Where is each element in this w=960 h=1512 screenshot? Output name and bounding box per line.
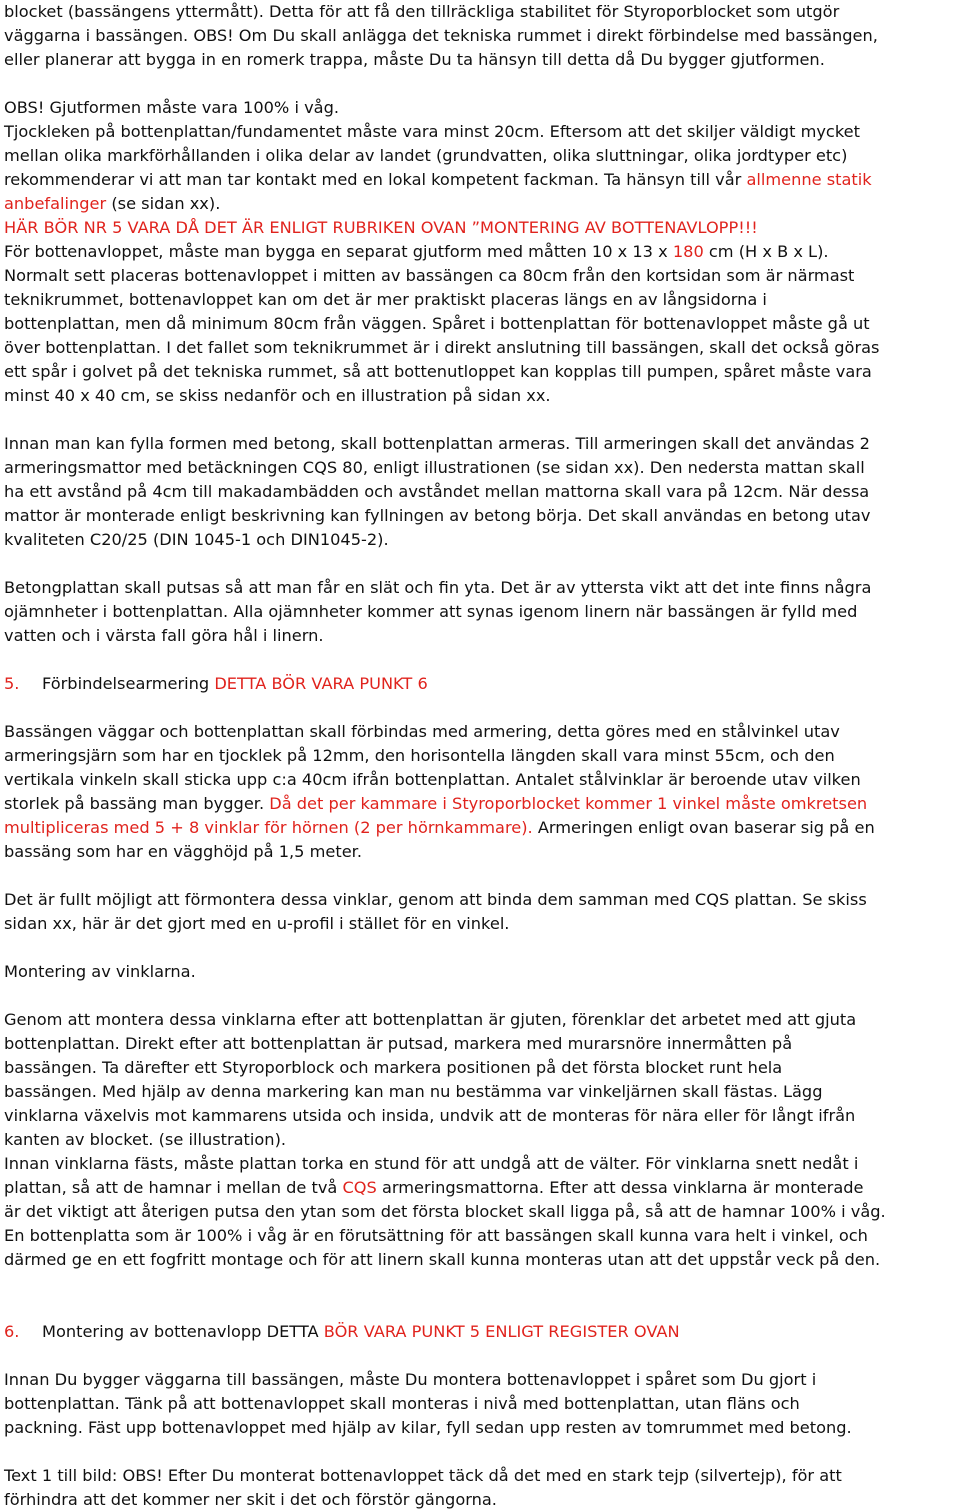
text-line: [4, 240, 960, 264]
section-number: 6.: [4, 1322, 20, 1341]
text-line: [4, 168, 960, 192]
text-line: [4, 384, 960, 408]
text-line: [4, 576, 960, 600]
text-segment: Montering av vinklarna.: [4, 962, 196, 981]
text-segment: vatten och i värsta fall göra hål i linern.: [4, 626, 324, 645]
text-line: [4, 600, 960, 624]
text-segment: blocket (bassängens yttermått). Detta för att få den tillräckliga stabilitet för Styroporblocket som utgör: [4, 2, 840, 21]
text-line: [4, 1056, 960, 1080]
text-line: [4, 48, 960, 72]
text-line: [4, 24, 960, 48]
highlighted-text: anbefalinger: [4, 194, 107, 213]
text-segment: är det viktigt att återigen putsa den ytan som det första blocket skall ligga på, så att de hamnar 100% i våg.: [4, 1202, 886, 1221]
text-segment: Det är fullt möjligt att förmontera dessa vinklar, genom att binda dem samman med CQS plattan. Se skiss: [4, 890, 867, 909]
section-heading: [4, 1320, 960, 1344]
text-line: [4, 120, 960, 144]
text-segment: därmed ge en ett fogfritt montage och för att linern skall kunna monteras utan att det uppstår veck på den.: [4, 1250, 881, 1269]
text-segment: Innan vinklarna fästs, måste plattan torka en stund för att undgå att de välter. För vinklarna snett nedåt i: [4, 1154, 859, 1173]
highlighted-text: DETTA BÖR VARA PUNKT 6: [214, 674, 428, 693]
text-line: [4, 1368, 960, 1392]
text-line: [4, 768, 960, 792]
text-segment: Förbindelsearmering: [42, 674, 215, 693]
text-line: [4, 1128, 960, 1152]
text-line: [4, 1464, 960, 1488]
paragraph-gap: [4, 984, 960, 1008]
text-segment: OBS! Gjutformen måste vara 100% i våg.: [4, 98, 340, 117]
text-segment: ojämnheter i bottenplattan. Alla ojämnheter kommer att synas igenom linern när bassängen är fylld med: [4, 602, 858, 621]
text-line: [4, 1392, 960, 1416]
text-line: [4, 1224, 960, 1248]
text-line: [4, 0, 960, 24]
text-segment: förhindra att det kommer ner skit i det och förstör gängorna.: [4, 1490, 497, 1509]
text-segment: väggarna i bassängen. OBS! Om Du skall anlägga det tekniska rummet i direkt förbindelse med bassängen,: [4, 26, 878, 45]
text-line: [4, 528, 960, 552]
paragraph-gap: [4, 1296, 960, 1320]
text-line: [4, 1488, 960, 1512]
text-line: [4, 360, 960, 384]
text-segment: minst 40 x 40 cm, se skiss nedanför och en illustration på sidan xx.: [4, 386, 551, 405]
text-segment: ha ett avstånd på 4cm till makadambädden och avståndet mellan mattorna skall vara på 12cm. När dessa: [4, 482, 870, 501]
text-line: [4, 1152, 960, 1176]
text-line: [4, 264, 960, 288]
highlighted-text: 180: [672, 242, 704, 261]
text-segment: plattan, så att de hamnar i mellan de två: [4, 1178, 343, 1197]
text-segment: Tjockleken på bottenplattan/fundamentet måste vara minst 20cm. Eftersom att det skiljer väldigt mycket: [4, 122, 860, 141]
paragraph-gap: [4, 648, 960, 672]
text-line: [4, 840, 960, 864]
text-segment: (se sidan xx).: [106, 194, 221, 213]
paragraph-gap: [4, 864, 960, 888]
text-segment: packning. Fäst upp bottenavloppet med hjälp av kilar, fyll sedan upp resten av tomrummet med betong.: [4, 1418, 852, 1437]
text-segment: bottenplattan. Tänk på att bottenavloppet skall monteras i nivå med bottenplattan, utan fläns och: [4, 1394, 800, 1413]
highlighted-text: CQS: [342, 1178, 377, 1197]
text-line: [4, 624, 960, 648]
text-segment: sidan xx, här är det gjort med en u-profil i stället för en vinkel.: [4, 914, 510, 933]
text-segment: vertikala vinkeln skall sticka upp c:a 40cm ifrån bottenplattan. Antalet stålvinklar är beroende utav vilken: [4, 770, 861, 789]
paragraph-gap: [4, 936, 960, 960]
text-line: [4, 1200, 960, 1224]
text-segment: Betongplattan skall putsas så att man får en slät och fin yta. Det är av yttersta vikt att det inte finns några: [4, 578, 872, 597]
text-segment: Normalt sett placeras bottenavloppet i mitten av bassängen ca 80cm från den kortsidan som är närmast: [4, 266, 855, 285]
text-line: [4, 216, 960, 240]
text-segment: teknikrummet, bottenavloppet kan om det är mer praktiskt placeras längs en av långsidorna i: [4, 290, 767, 309]
section-heading: [4, 672, 960, 696]
text-line: [4, 456, 960, 480]
text-line: [4, 312, 960, 336]
section-number: 5.: [4, 674, 20, 693]
text-segment: eller planerar att bygga in en romerk trappa, måste Du ta hänsyn till detta då Du bygger gjutformen.: [4, 50, 825, 69]
text-segment: För bottenavloppet, måste man bygga en separat gjutform med måtten 10 x 13 x: [4, 242, 673, 261]
text-segment: bassängen. Ta därefter ett Styroporblock och markera positionen på det första blocket runt hela: [4, 1058, 783, 1077]
text-segment: Text 1 till bild: OBS! Efter Du monterat bottenavloppet täck då det med en stark tejp (silvertejp), för att: [4, 1466, 842, 1485]
text-segment: bottenplattan. Direkt efter att bottenplattan är putsad, markera med murarsnöre innermåtten på: [4, 1034, 793, 1053]
text-segment: cm (H x B x L).: [703, 242, 829, 261]
text-segment: armeringsmattorna. Efter att dessa vinklarna är monterade: [376, 1178, 864, 1197]
text-line: [4, 480, 960, 504]
text-line: [4, 744, 960, 768]
paragraph-gap: [4, 1440, 960, 1464]
text-segment: vinklarna växelvis mot kammarens utsida och insida, undvik att de monteras för nära eller för långt ifrån: [4, 1106, 856, 1125]
text-line: [4, 1416, 960, 1440]
text-segment: Innan Du bygger väggarna till bassängen, måste Du montera bottenavloppet i spåret som Du gjort i: [4, 1370, 817, 1389]
text-segment: En bottenplatta som är 100% i våg är en förutsättning för att bassängen skall kunna vara helt i vinkel, och: [4, 1226, 868, 1245]
paragraph-gap: [4, 1344, 960, 1368]
text-segment: bassäng som har en vägghöjd på 1,5 meter.: [4, 842, 362, 861]
highlighted-text: HÄR BÖR NR 5 VARA DÅ DET ÄR ENLIGT RUBRIKEN OVAN ”MONTERING AV BOTTENAVLOPP!!!: [4, 218, 758, 237]
text-line: [4, 1104, 960, 1128]
text-segment: Innan man kan fylla formen med betong, skall bottenplattan armeras. Till armeringen skall det användas 2: [4, 434, 870, 453]
text-line: [4, 1032, 960, 1056]
text-segment: rekommenderar vi att man tar kontakt med en lokal kompetent fackman. Ta hänsyn till vår: [4, 170, 747, 189]
text-segment: Montering av bottenavlopp DETTA: [42, 1322, 324, 1341]
text-segment: Bassängen väggar och bottenplattan skall förbindas med armering, detta göres med en stålvinkel utav: [4, 722, 840, 741]
text-segment: storlek på bassäng man bygger.: [4, 794, 270, 813]
text-segment: kvaliteten C20/25 (DIN 1045-1 och DIN1045-2).: [4, 530, 389, 549]
text-segment: Genom att montera dessa vinklarna efter att bottenplattan är gjuten, förenklar det arbetet med att gjuta: [4, 1010, 857, 1029]
paragraph-gap: [4, 72, 960, 96]
highlighted-text: multipliceras med 5 + 8 vinklar för hörnen (2 per hörnkammare).: [4, 818, 533, 837]
text-line: [4, 504, 960, 528]
text-segment: armeringsjärn som har en tjocklek på 12mm, den horisontella längden skall vara minst 55cm, och den: [4, 746, 835, 765]
paragraph-gap: [4, 552, 960, 576]
text-segment: bottenplattan, men då minimum 80cm från väggen. Spåret i bottenplattan för bottenavloppet måste gå ut: [4, 314, 870, 333]
text-line: [4, 720, 960, 744]
text-line: [4, 1080, 960, 1104]
paragraph-gap: [4, 408, 960, 432]
text-line: [4, 792, 960, 816]
text-line: [4, 960, 960, 984]
text-segment: mellan olika markförhållanden i olika delar av landet (grundvatten, olika sluttningar, olika jordtyper etc): [4, 146, 848, 165]
text-segment: över bottenplattan. I det fallet som teknikrummet är i direkt anslutning till bassängen, skall det också göras: [4, 338, 880, 357]
text-line: [4, 816, 960, 840]
text-line: [4, 432, 960, 456]
text-line: [4, 1248, 960, 1272]
paragraph-gap: [4, 1272, 960, 1296]
text-line: [4, 912, 960, 936]
text-line: [4, 192, 960, 216]
text-line: [4, 336, 960, 360]
text-segment: armeringsmattor med betäckningen CQS 80, enligt illustrationen (se sidan xx). Den nedersta mattan skall: [4, 458, 865, 477]
text-segment: kanten av blocket. (se illustration).: [4, 1130, 287, 1149]
text-segment: Armeringen enligt ovan baserar sig på en: [532, 818, 875, 837]
text-line: [4, 1008, 960, 1032]
highlighted-text: allmenne statik: [746, 170, 872, 189]
text-line: [4, 888, 960, 912]
text-segment: ett spår i golvet på det tekniska rummet, så att bottenutloppet kan kopplas till pumpen, spåret måste vara: [4, 362, 872, 381]
paragraph-gap: [4, 696, 960, 720]
text-line: [4, 96, 960, 120]
text-line: [4, 144, 960, 168]
text-line: [4, 1176, 960, 1200]
text-segment: mattor är monterade enligt beskrivning kan fyllningen av betong börja. Det skall användas en betong utav: [4, 506, 871, 525]
text-segment: bassängen. Med hjälp av denna markering kan man nu bestämma var vinkeljärnen skall fästas. Lägg: [4, 1082, 823, 1101]
highlighted-text: BÖR VARA PUNKT 5 ENLIGT REGISTER OVAN: [323, 1322, 680, 1341]
highlighted-text: Då det per kammare i Styroporblocket kommer 1 vinkel måste omkretsen: [269, 794, 868, 813]
text-line: [4, 288, 960, 312]
